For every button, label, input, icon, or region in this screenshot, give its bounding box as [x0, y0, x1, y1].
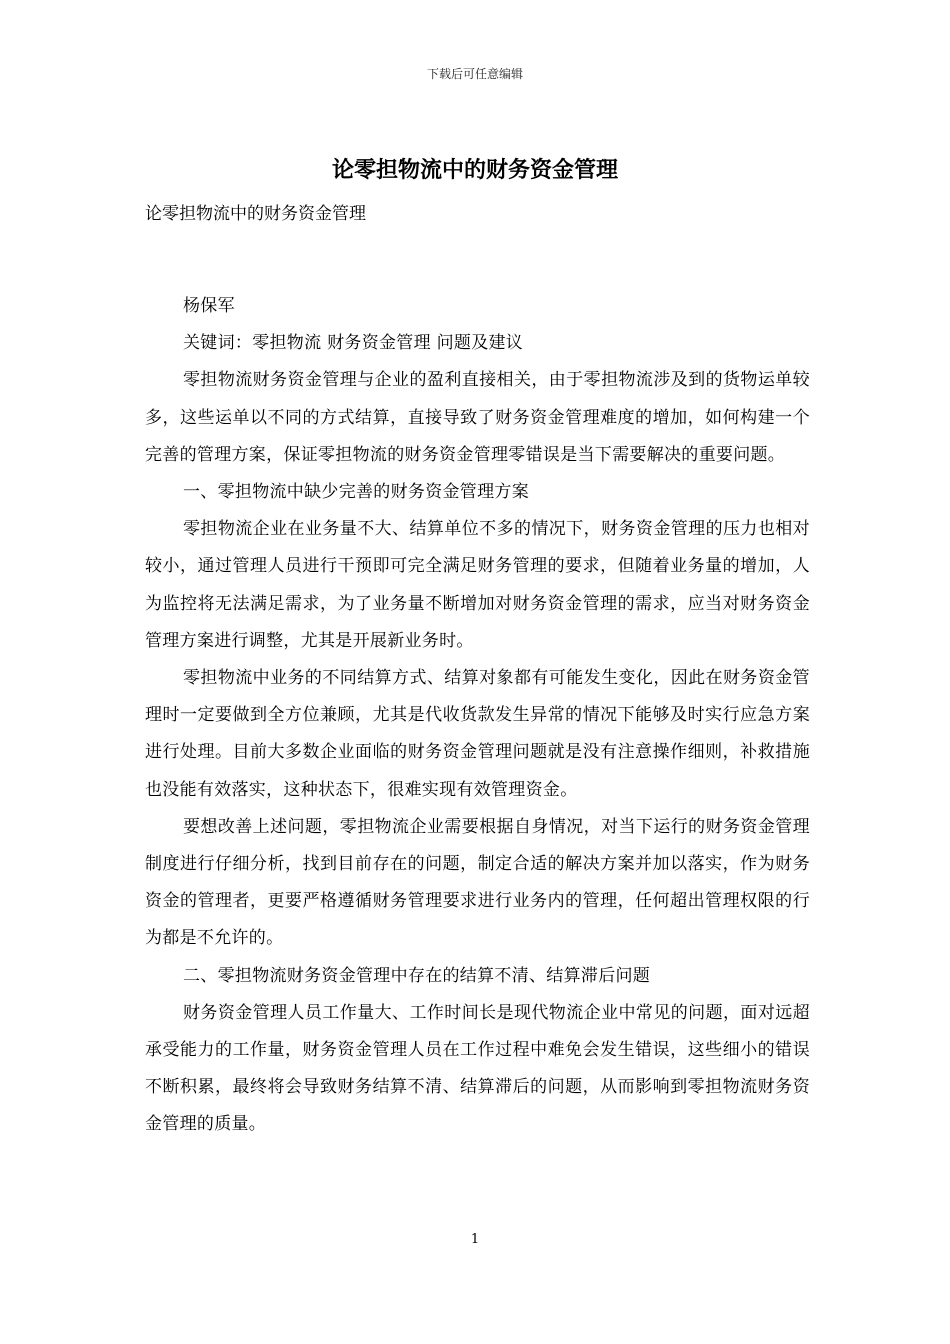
paragraph: 零担物流企业在业务量不大、结算单位不多的情况下，财务资金管理的压力也相对较小，通过管理人员进行干预即可完全满足财务管理的要求，但随着业务量的增加，人为监控将无法满足需求，为了业务量不断增加对财务资金管理的需求，应当对财务资金管理方案进行调整，尤其是开展新业务时。 — [145, 519, 810, 651]
keywords-line: 关键词：零担物流 财务资金管理 问题及建议 — [183, 333, 524, 354]
document-body — [145, 200, 810, 1144]
paragraph-intro: 零担物流财务资金管理与企业的盈利直接相关，由于零担物流涉及到的货物运单较多，这些运单以不同的方式结算，直接导致了财务资金管理难度的增加，如何构建一个完善的管理方案，保证零担物流的财务资金管理零错误是当下需要解决的重要问题。 — [145, 370, 810, 465]
document-title: 论零担物流中的财务资金管理 — [331, 157, 618, 183]
page-number: 1 — [470, 1232, 480, 1247]
document-subtitle: 论零担物流中的财务资金管理 — [145, 204, 366, 224]
paragraph: 零担物流中业务的不同结算方式、结算对象都有可能发生变化，因此在财务资金管理时一定要做到全方位兼顾，尤其是代收货款发生异常的情况下能够及时实行应急方案进行处理。目前大多数企业面临的财务资金管理问题就是没有注意操作细则，补救措施也没能有效落实，这种状态下，很难实现有效管理资金。 — [145, 668, 810, 800]
page-header: 下载后可任意编辑 — [426, 67, 523, 81]
section-heading-1: 一、零担物流中缺少完善的财务资金管理方案 — [183, 482, 529, 503]
paragraph: 财务资金管理人员工作量大、工作时间长是现代物流企业中常见的问题，面对远超承受能力的工作量，财务资金管理人员在工作过程中难免会发生错误，这些细小的错误不断积累，最终将会导致财务结算不清、结算滞后的问题，从而影响到零担物流财务资金管理的质量。 — [145, 1002, 810, 1135]
paragraph: 要想改善上述问题，零担物流企业需要根据自身情况，对当下运行的财务资金管理制度进行仔细分析，找到目前存在的问题，制定合适的解决方案并加以落实，作为财务资金的管理者，更要严格遵循财务管理要求进行业务内的管理，任何超出管理权限的行为都是不允许的。 — [145, 816, 810, 949]
section-heading-2: 二、零担物流财务资金管理中存在的结算不清、结算滞后问题 — [183, 965, 651, 986]
blank-space — [145, 228, 810, 288]
author-line: 杨保军 — [183, 296, 235, 316]
